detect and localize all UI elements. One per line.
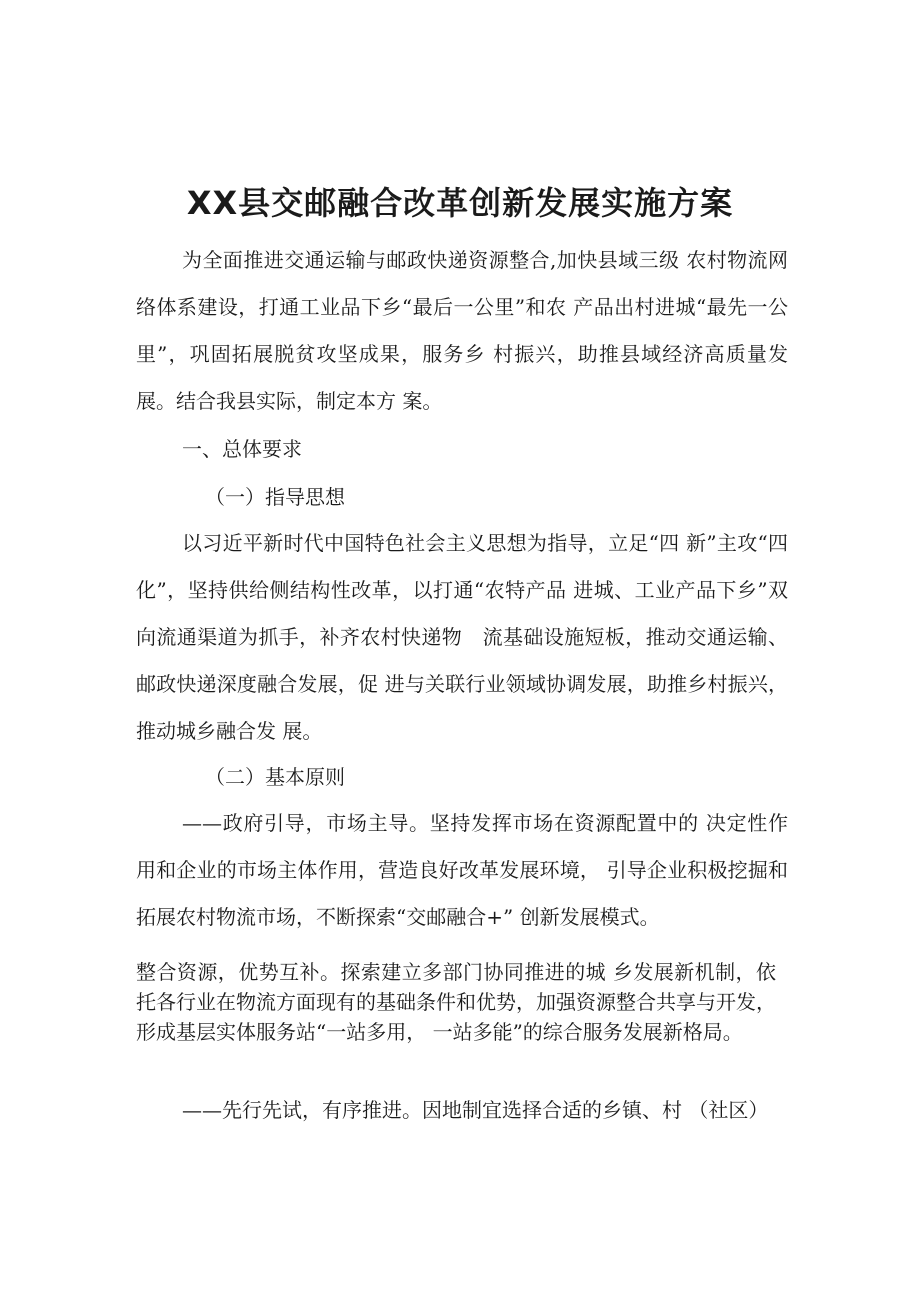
subsection-heading-guiding-ideology: （一）指导思想 xyxy=(205,485,345,509)
section-heading-overall-requirements: 一、总体要求 xyxy=(182,437,302,461)
intro-paragraph: 为全面推进交通运输与邮政快递资源整合,加快县域三级 农村物流网络体系建设，打通工业品下乡“最后一公里”和农 产品出村进城“最先一公里”，巩固拓展脱贫攻坚成果，服务乡 村振兴，助推县域经济高质量发展。结合我县实际，制定本方 案。 xyxy=(136,248,788,413)
principle-resource-integration: 整合资源，优势互补。探索建立多部门协同推进的城 乡发展新机制，依托各行业在物流方面现有的基础条件和优势，加强资源整合共享与开发，形成基层实体服务站“一站多用， 一站多能”的综合服务发展新格局。 xyxy=(136,960,776,1044)
principle-government-guidance: ——政府引导，市场主导。坚持发挥市场在资源配置中的 决定性作用和企业的市场主体作用，营造良好改革发展环境， 引导企业积极挖掘和拓展农村物流市场，不断探索“交邮融合+” 创新发展模式。 xyxy=(136,811,788,929)
document-title: XX县交邮融合改革创新发展实施方案 xyxy=(186,184,734,222)
principle-pilot-first: ——先行先试，有序推进。因地制宜选择合适的乡镇、村 （社区） xyxy=(182,1098,769,1122)
subsection-heading-basic-principles: （二）基本原则 xyxy=(205,765,345,789)
guiding-ideology-paragraph: 以习近平新时代中国特色社会主义思想为指导，立足“四 新”主攻“四化”，坚持供给侧结构性改革，以打通“农特产品 进城、工业产品下乡”双向流通渠道为抓手，补齐农村快递物 流基础设施短板，推动交通运输、邮政快递深度融合发展，促 进与关联行业领域协调发展，助推乡村振兴，推动城乡融合发 展。 xyxy=(136,531,788,743)
